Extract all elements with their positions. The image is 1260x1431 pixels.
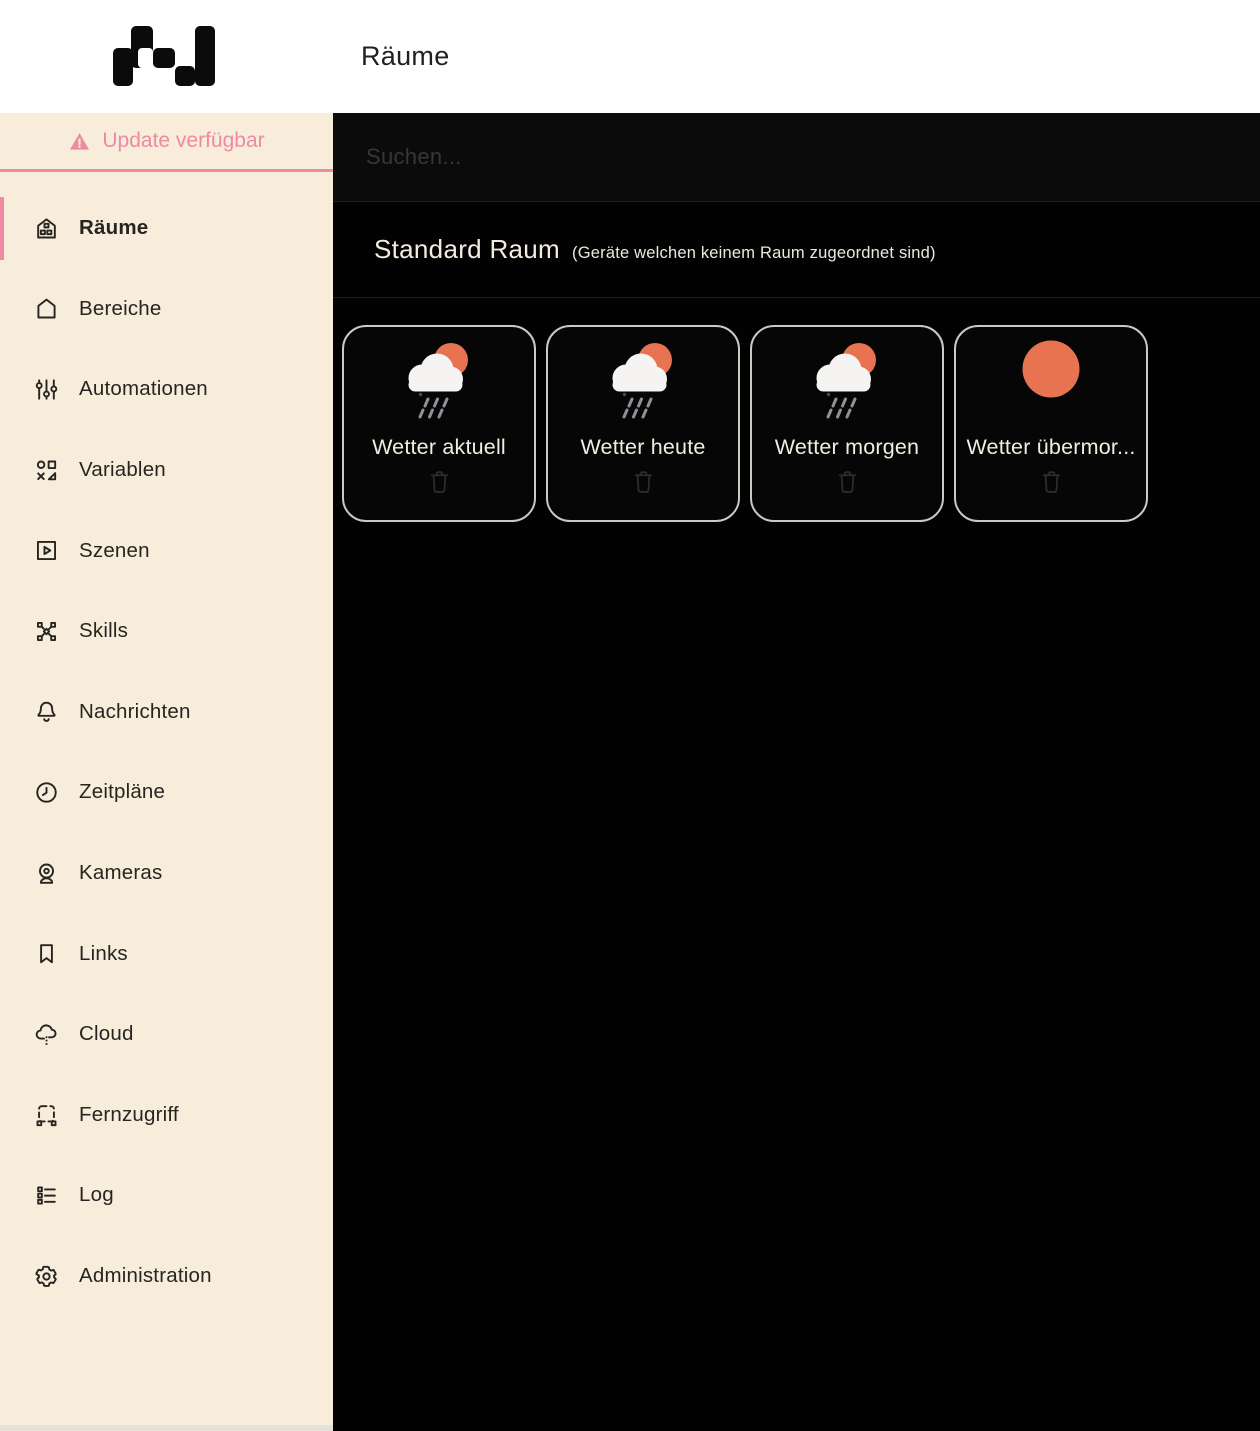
sidebar-item-label: Cloud bbox=[79, 1022, 134, 1046]
device-card-label: Wetter aktuell bbox=[372, 435, 506, 459]
update-banner-label: Update verfügbar bbox=[102, 129, 265, 152]
device-card-wetter-heute[interactable] bbox=[546, 325, 740, 522]
scenes-icon bbox=[33, 537, 60, 564]
sidebar-nav bbox=[0, 172, 333, 1316]
rooms-icon bbox=[33, 215, 60, 242]
sidebar-item-label: Nachrichten bbox=[79, 699, 191, 723]
areas-icon bbox=[33, 295, 60, 322]
remote-access-icon bbox=[33, 1101, 60, 1128]
device-card-label: Wetter übermor... bbox=[966, 435, 1136, 459]
sidebar-item-label: Skills bbox=[79, 619, 129, 643]
sidebar-item-bereiche[interactable] bbox=[0, 269, 333, 350]
update-available-banner[interactable] bbox=[0, 113, 333, 172]
device-card-wetter-morgen[interactable] bbox=[750, 325, 944, 522]
device-card-wetter-aktuell[interactable] bbox=[342, 325, 536, 522]
sidebar-item-szenen[interactable] bbox=[0, 510, 333, 591]
sidebar-item-label: Fernzugriff bbox=[79, 1102, 179, 1126]
sidebar-item-label: Links bbox=[79, 941, 128, 965]
brand-logo-icon bbox=[113, 26, 215, 88]
rain-sun-weather-icon bbox=[799, 336, 895, 428]
device-card-row bbox=[333, 298, 1260, 522]
sidebar-item-automationen[interactable] bbox=[0, 349, 333, 430]
sidebar-item-log[interactable] bbox=[0, 1155, 333, 1236]
cameras-icon bbox=[33, 860, 60, 887]
trash-icon[interactable] bbox=[835, 468, 860, 495]
sidebar-scrollbar[interactable] bbox=[0, 1425, 333, 1431]
cloud-icon bbox=[33, 1021, 60, 1048]
section-header bbox=[333, 202, 1260, 298]
automations-icon bbox=[33, 376, 60, 403]
variables-icon bbox=[33, 457, 60, 484]
main-content bbox=[333, 113, 1260, 1431]
warning-triangle-icon bbox=[68, 130, 91, 153]
device-card-label: Wetter morgen bbox=[774, 435, 920, 459]
trash-icon[interactable] bbox=[427, 468, 452, 495]
trash-icon[interactable] bbox=[1039, 468, 1064, 495]
log-icon bbox=[33, 1182, 60, 1209]
search-bar bbox=[333, 113, 1260, 202]
sidebar-item-links[interactable] bbox=[0, 913, 333, 994]
sun-weather-icon bbox=[1003, 336, 1099, 428]
sidebar-item-label: Automationen bbox=[79, 377, 208, 401]
sidebar-item-label: Szenen bbox=[79, 538, 150, 562]
sidebar-item-nachrichten[interactable] bbox=[0, 672, 333, 753]
administration-icon bbox=[33, 1263, 60, 1290]
sidebar-item-label: Räume bbox=[79, 216, 149, 240]
trash-icon[interactable] bbox=[631, 468, 656, 495]
sidebar-item-zeitplaene[interactable] bbox=[0, 752, 333, 833]
sidebar bbox=[0, 113, 333, 1431]
schedules-icon bbox=[33, 779, 60, 806]
sidebar-item-label: Administration bbox=[79, 1264, 212, 1288]
device-card-wetter-uebermor[interactable] bbox=[954, 325, 1148, 522]
sidebar-item-variablen[interactable] bbox=[0, 430, 333, 511]
sidebar-item-skills[interactable] bbox=[0, 591, 333, 672]
sidebar-item-label: Variablen bbox=[79, 458, 166, 482]
sidebar-item-raeume[interactable] bbox=[0, 188, 333, 269]
device-card-label: Wetter heute bbox=[580, 435, 706, 459]
search-input[interactable] bbox=[364, 143, 1229, 171]
section-title: Standard Raum bbox=[374, 234, 561, 264]
sidebar-item-label: Kameras bbox=[79, 861, 163, 885]
rain-sun-weather-icon bbox=[391, 336, 487, 428]
links-icon bbox=[33, 940, 60, 967]
rain-sun-weather-icon bbox=[595, 336, 691, 428]
sidebar-item-label: Bereiche bbox=[79, 296, 162, 320]
app-header bbox=[0, 0, 1260, 113]
section-subtitle: (Geräte welchen keinem Raum zugeordnet sind) bbox=[572, 244, 936, 262]
page-title: Räume bbox=[361, 41, 450, 71]
sidebar-item-administration[interactable] bbox=[0, 1236, 333, 1317]
sidebar-item-cloud[interactable] bbox=[0, 994, 333, 1075]
notifications-icon bbox=[33, 698, 60, 725]
sidebar-item-fernzugriff[interactable] bbox=[0, 1075, 333, 1156]
sidebar-item-label: Zeitpläne bbox=[79, 780, 166, 804]
sidebar-item-label: Log bbox=[79, 1183, 114, 1207]
sidebar-item-kameras[interactable] bbox=[0, 833, 333, 914]
skills-icon bbox=[33, 618, 60, 645]
